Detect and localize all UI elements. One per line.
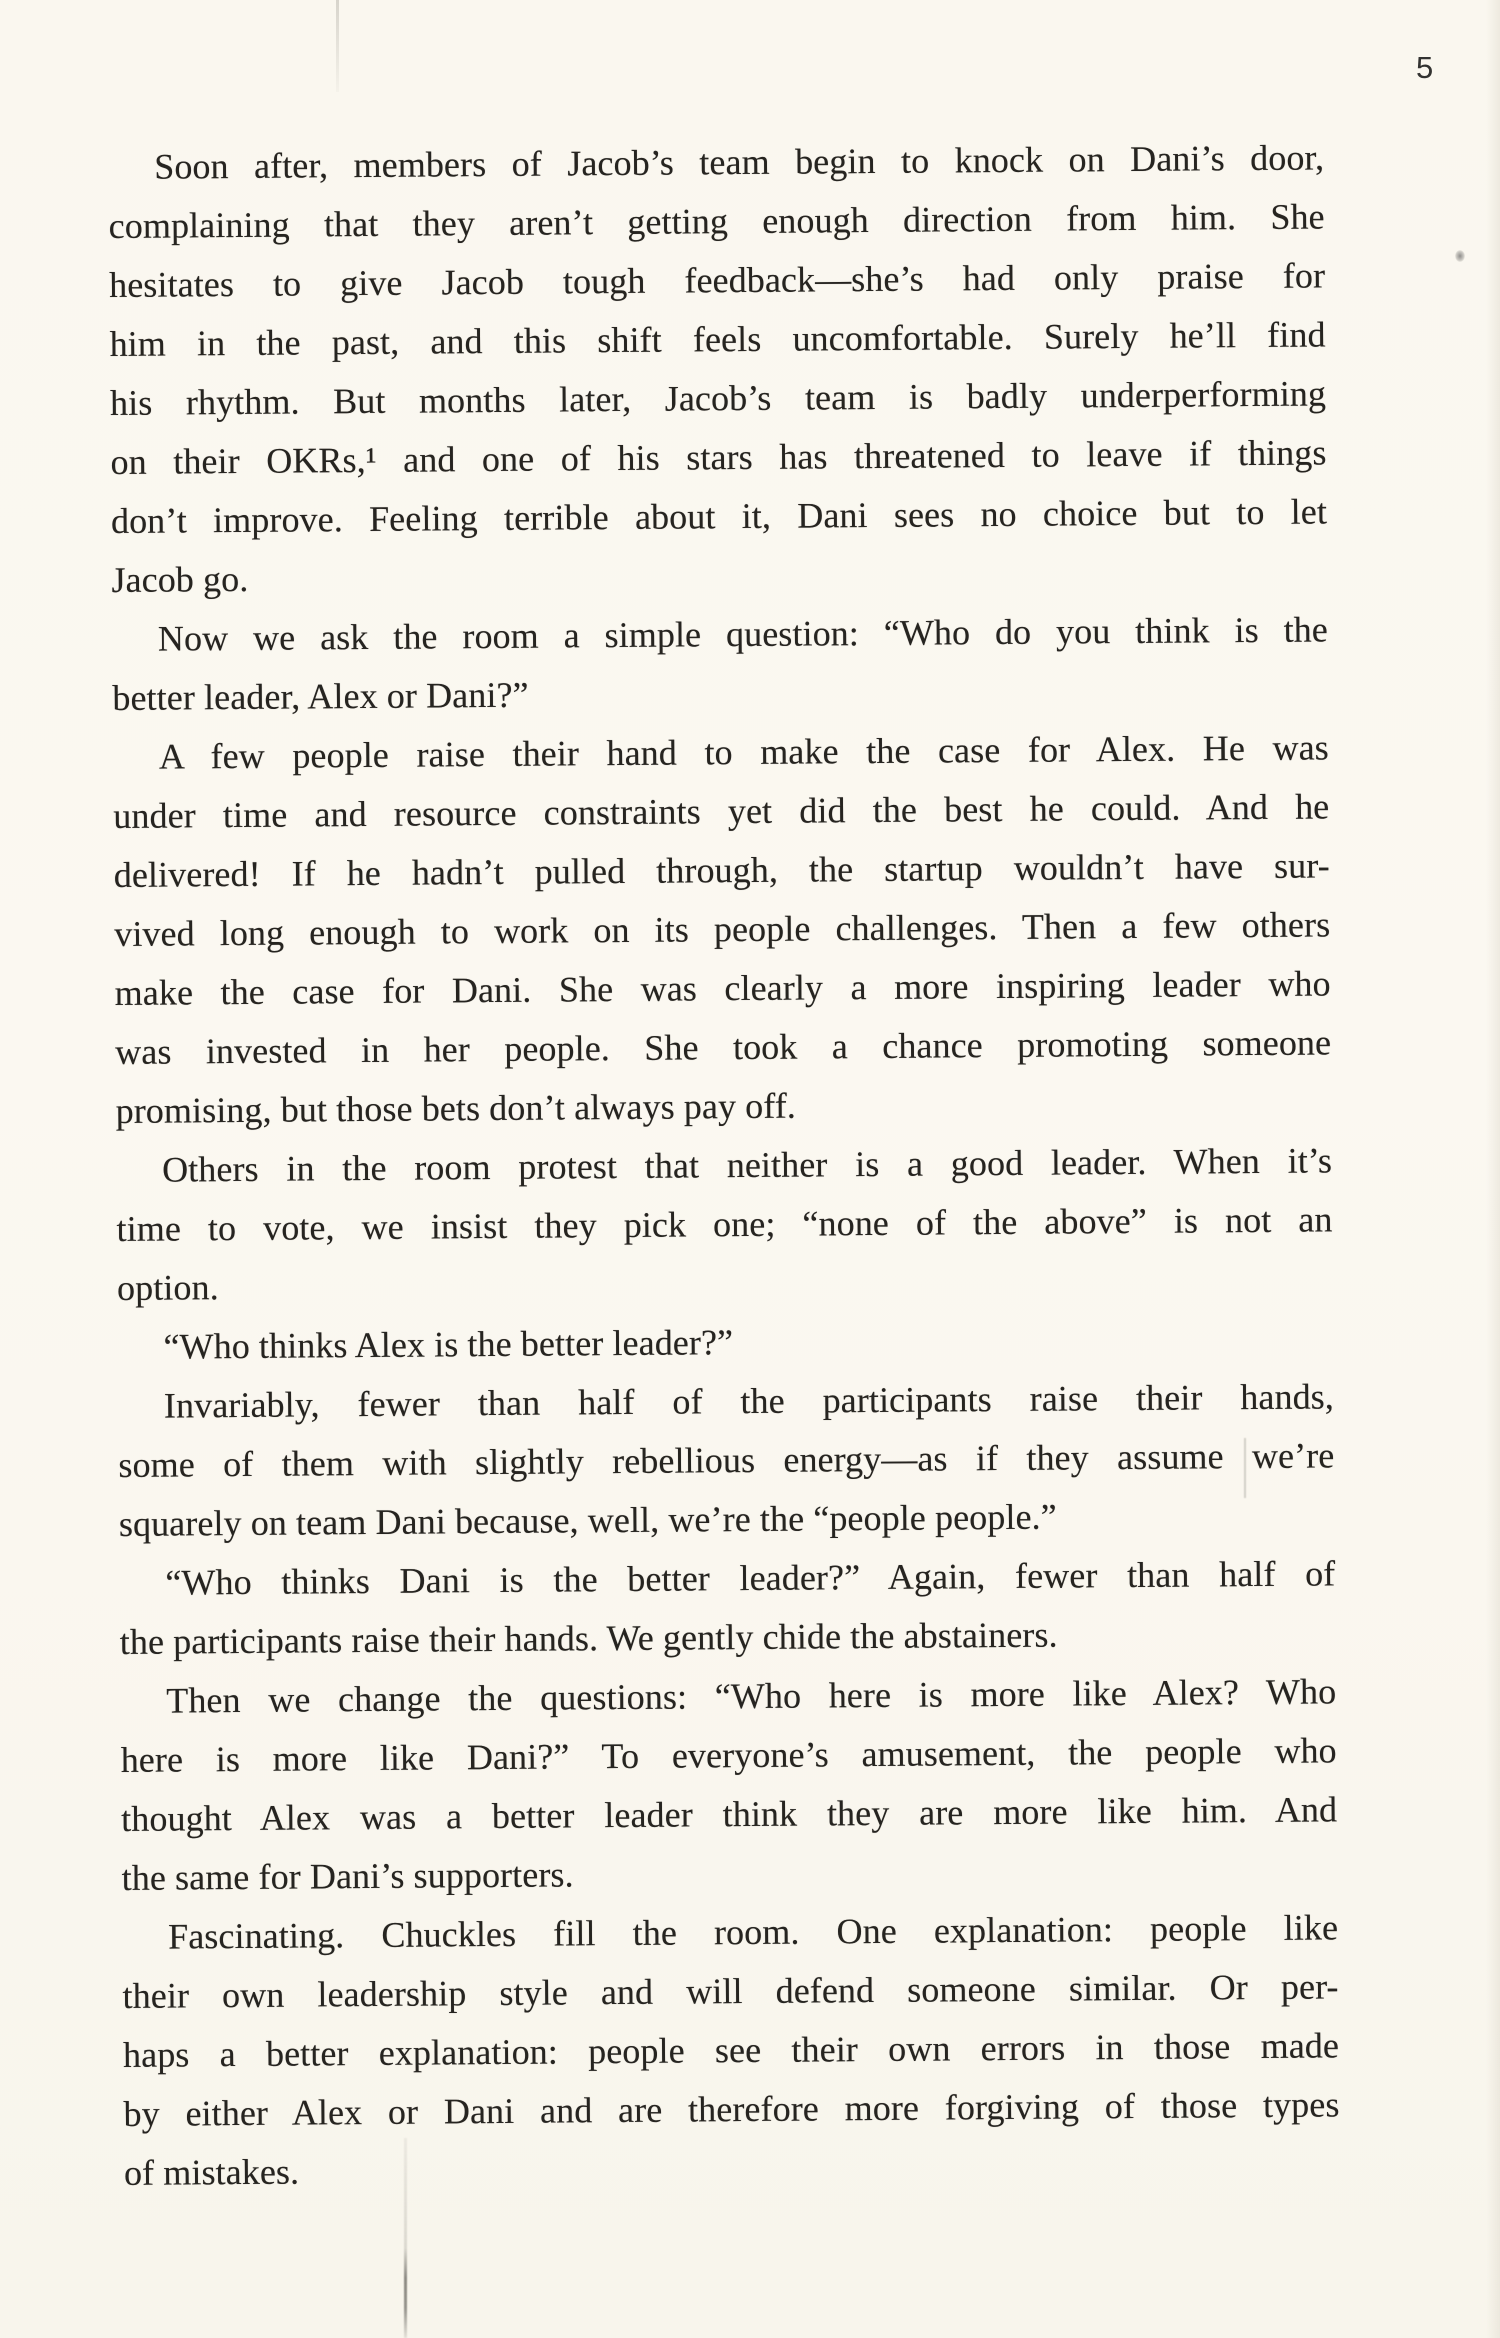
paragraph [108, 128, 1328, 610]
text-line: the participants raise their hands. We gently chide the abstainers. [119, 1614, 1058, 1662]
text-line: here is more like Dani?” To everyone’s amusement, the people who [120, 1730, 1337, 1780]
text-line: was invested in her people. She took a chance promoting someone [115, 1022, 1332, 1072]
text-line: delivered! If he hadn’t pulled through, the startup wouldn’t have sur- [113, 845, 1330, 895]
text-line: complaining that they aren’t getting enough direction from him. She [108, 196, 1325, 246]
text-block [108, 128, 1340, 2202]
paragraph [117, 1308, 1333, 1377]
paragraph [112, 600, 1329, 728]
text-line: A few people raise their hand to make the case for Alex. He was [158, 727, 1329, 777]
paragraph [122, 1898, 1340, 2203]
paragraph [119, 1544, 1336, 1672]
text-line: the same for Dani’s supporters. [121, 1854, 574, 1898]
paragraph [116, 1131, 1333, 1318]
text-line: time to vote, we insist they pick one; “none of the above” is not an [116, 1199, 1333, 1249]
text-line: Then we change the questions: “Who here is more like Alex? Who [166, 1671, 1337, 1721]
text-line: under time and resource constraints yet did the best he could. And he [113, 786, 1330, 836]
scan-speck [1455, 250, 1465, 262]
text-line: some of them with slightly rebellious energy—as if they assume we’re [118, 1435, 1335, 1485]
text-line: Fascinating. Chuckles fill the room. One explanation: people like [167, 1907, 1339, 1957]
text-line: haps a better explanation: people see their own errors in those made [122, 2025, 1340, 2075]
text-line: “Who thinks Dani is the better leader?” Again, fewer than half of [165, 1553, 1336, 1603]
text-line: his rhythm. But months later, Jacob’s team is badly underperforming [109, 373, 1327, 423]
text-line: by either Alex or Dani and are therefore more forgiving of those types [123, 2084, 1340, 2134]
text-line: Now we ask the room a simple question: “Who do you think is the [157, 609, 1329, 659]
text-line: promising, but those bets don’t always pay off. [115, 1085, 797, 1131]
text-line: vived long enough to work on its people challenges. Then a few others [114, 904, 1331, 954]
text-line: don’t improve. Feeling terrible about it, Dani sees no choice but to let [110, 491, 1328, 541]
paragraph [118, 1367, 1335, 1554]
text-line: him in the past, and this shift feels uncomfortable. Surely he’ll find [109, 314, 1326, 364]
paragraph [120, 1662, 1338, 1908]
text-line: Soon after, members of Jacob’s team begin to knock on Dani’s door, [154, 137, 1325, 187]
text-line: their own leadership style and will defend someone similar. Or per- [122, 1966, 1339, 2016]
page-number: 5 [1416, 50, 1434, 85]
text-line: squarely on team Dani because, well, we’re the “people people.” [118, 1496, 1057, 1544]
text-line: option. [116, 1267, 219, 1308]
text-line: “Who thinks Alex is the better leader?” [163, 1322, 734, 1367]
text-line: better leader, Alex or Dani?” [112, 674, 529, 718]
text-line: of mistakes. [123, 2151, 300, 2193]
text-line: on their OKRs,¹ and one of his stars has threatened to leave if things [110, 432, 1327, 482]
text-line: Others in the room protest that neither is a good leader. When it’s [161, 1140, 1333, 1190]
scan-crease-top [336, 0, 339, 92]
text-line: thought Alex was a better leader think they are more like him. And [121, 1789, 1338, 1839]
text-line: Invariably, fewer than half of the participants raise their hands, [163, 1376, 1335, 1426]
text-line: make the case for Dani. She was clearly a more inspiring leader who [114, 963, 1331, 1013]
page-edge-shadow [1486, 0, 1500, 2338]
paragraph [113, 718, 1332, 1141]
text-line: hesitates to give Jacob tough feedback—she’s had only praise for [108, 255, 1326, 305]
text-line: Jacob go. [111, 558, 249, 600]
